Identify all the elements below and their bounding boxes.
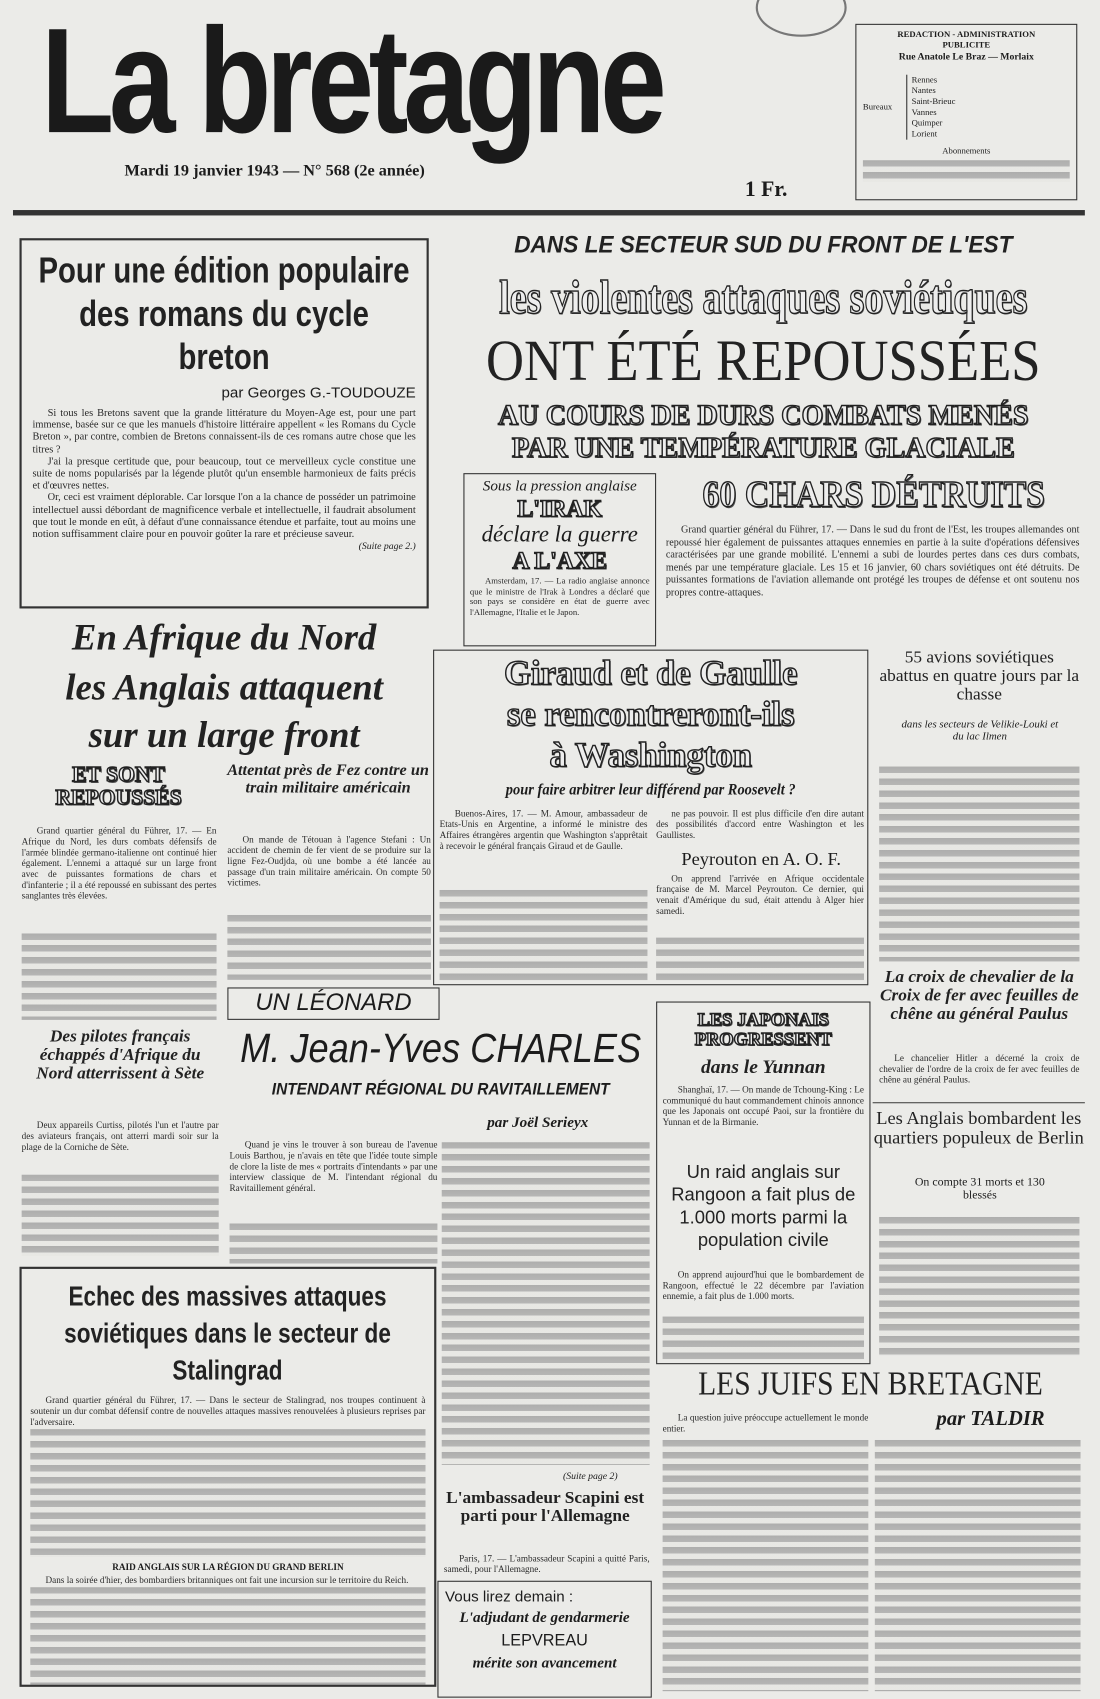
masthead-rule — [13, 210, 1085, 215]
headline: M. Jean-Yves CHARLES — [240, 1026, 642, 1072]
continued-note: (Suite page 2) — [563, 1470, 618, 1482]
paragraph: Amsterdam, 17. — La radio anglaise annonce que le ministre de l'Irak à Londres a déclaré que son pays se considère en état de guerre avec l'Allemagne, l'Italie et le Japon. — [469, 576, 650, 617]
byline: par Joël Serieyx — [487, 1115, 589, 1132]
info-abonnements: Abonnements — [942, 146, 991, 156]
headline: L'IRAK — [517, 494, 603, 522]
headline: 60 CHARS DÉTRUITS — [702, 475, 1045, 516]
text-block — [875, 1440, 1081, 1691]
text-block — [656, 938, 864, 981]
info-city: Lorient — [911, 128, 938, 139]
kicker: Sous la pression anglaise — [482, 478, 637, 495]
text-block — [230, 1223, 438, 1263]
info-address: Rue Anatole Le Braz — Morlaix — [898, 50, 1034, 62]
masthead-title: La bretagne — [41, 0, 662, 165]
teaser-title: LEPVREAU — [501, 1631, 588, 1651]
headline: 55 avions soviétiques abattus en quatre jours par la chasse — [879, 648, 1080, 704]
text-block — [440, 890, 648, 981]
byline: par Georges G.-TOUDOUZE — [221, 383, 416, 401]
info-subheading: PUBLICITE — [942, 40, 991, 50]
paragraph: Deux appareils Curtiss, pilotés l'un et l'autre par des aviateurs français, ont atterri mardi soir sur la plage de la Corniche de Sète. — [21, 1119, 219, 1152]
paragraph: J'ai la presque certitude que, pour beaucoup, tout ce merveilleux cycle constitue une suite de noms popularisés par la légende plutôt qu'un ensemble harmonieux de faits précis et d'œuvres nettes. — [32, 455, 416, 492]
kicker: DANS LE SECTEUR SUD DU FRONT DE L'EST — [514, 230, 1013, 258]
paragraph: Le chancelier Hitler a décerné la croix de chevalier de l'ordre de la croix de fer avec feuilles de chêne au général Paulus. — [879, 1052, 1080, 1085]
text-block — [227, 915, 431, 980]
info-city: Quimper — [911, 118, 943, 128]
info-city: Nantes — [911, 85, 936, 96]
headline: A L'AXE — [512, 546, 608, 574]
deck: pour faire arbitrer leur différend par Roosevelt ? — [505, 781, 796, 800]
headline: sur un large front — [88, 715, 360, 756]
paragraph: Or, ceci est vraiment déplorable. Car lorsque l'on a la chance de posséder un patrimoine intellectuel aussi débordant de magnificence verbale et intellectuelle, il faudrait absolument que tout le monde en eût, à défaut d'une connaissance étendue et parfaite, tout au moins une notion suffisamment claire pour en pouvoir goûter la rare et précieuse saveur. — [32, 492, 416, 541]
headline: L'ambassadeur Scapini est parti pour l'Allemagne — [446, 1488, 645, 1526]
paragraph: Dans la soirée d'hier, des bombardiers britanniques ont fait une incursion sur le territoire du Reich. — [45, 1574, 409, 1586]
text-block — [879, 1217, 1079, 1356]
text-block — [30, 1587, 425, 1684]
headline: Des pilotes français échappés d'Afrique du Nord atterrissent à Sète — [36, 1027, 205, 1083]
teaser-label: Vous lirez demain : — [444, 1587, 574, 1605]
info-city: Saint-Brieuc — [911, 96, 956, 107]
deck: PAR UNE TEMPÉRATURE GLACIALE — [511, 431, 1015, 464]
paragraph: Buenos-Aires, 17. — M. Amour, ambassadeur de Etats-Unis en Argentine, a informé le ministre des Affaires étrangères argentin que Washington s'apprêtait à recevoir le général français Giraud et de Gaulle. — [439, 807, 648, 852]
paragraph: On apprend l'arrivée en Afrique occidentale française de M. Marcel Peyrouton. Ce dernier, qui venait d'Amérique du sud, était attendu à Alger hier samedi. — [656, 872, 864, 916]
headline: Pour une édition populaire des romans du cycle breton — [38, 250, 410, 377]
text-block — [879, 767, 1079, 962]
deck: INTENDANT RÉGIONAL DU RAVITAILLEMENT — [271, 1080, 610, 1099]
paragraph: ne pas pouvoir. Il est plus difficile d'en dire autant des possibilités d'accord entre Washington et les Gaullistes. — [656, 807, 864, 841]
paragraph: Si tous les Bretons savent que la grande littérature du Moyen-Age est, pour une part immense, basée sur ce que les manuels d'histoire littéraire appellent « les Romans du Cycle Breton », par contre, combien de Bretons connaissent-ils de ces romans autre chose que les titres ? — [32, 407, 416, 456]
headline: les violentes attaques soviétiques — [499, 270, 1028, 324]
price: 1 Fr. — [744, 177, 788, 202]
text-block — [30, 1429, 425, 1557]
headline: Attentat près de Fez contre un train militaire américain — [227, 762, 429, 797]
subheadline: ET SONT REPOUSSÉS — [55, 763, 182, 810]
byline: par TALDIR — [936, 1407, 1045, 1431]
paragraph: Shanghaï, 17. — On mande de Tchoung-King : Le communiqué du haut commandement chinois annonce que les Japonais ont occupé Paoi, sur la frontière du Yunnan et de la Birmanie. — [662, 1083, 864, 1128]
headline: dans le Yunnan — [701, 1055, 826, 1078]
paragraph: Grand quartier général du Führer, 17. — Dans le secteur de Stalingrad, nos troupes continuent à soutenir un dur combat défensif contre de nouvelles attaques massives renouvelées à plusieurs reprises par l'adversaire. — [30, 1394, 426, 1427]
paragraph: La question juive préoccupe actuellement le monde entier. — [662, 1411, 869, 1434]
deck: AU COURS DE DURS COMBATS MENÉS — [498, 399, 1029, 431]
info-city: Rennes — [911, 74, 938, 85]
headline: déclare la guerre — [481, 520, 638, 547]
continued-note: (Suite page 2.) — [358, 540, 416, 552]
headline: à Washington — [549, 735, 752, 775]
teaser-title: L'adjudant de gendarmerie — [459, 1609, 630, 1627]
headline: La croix de chevalier de la Croix de fer avec feuilles de chêne au général Paulus — [879, 967, 1079, 1023]
headline: En Afrique du Nord — [71, 618, 377, 659]
deck: dans les secteurs de Velikie-Louki et du lac Ilmen — [901, 718, 1059, 743]
text-block — [442, 1142, 650, 1465]
teaser-box — [437, 1581, 651, 1698]
headline: LES JUIFS EN BRETAGNE — [698, 1364, 1043, 1403]
info-heading: REDACTION - ADMINISTRATION — [897, 29, 1036, 39]
headline: Les Anglais bombardent les quartiers populeux de Berlin — [873, 1107, 1084, 1148]
divider — [873, 1102, 1085, 1103]
headline: Giraud et de Gaulle — [503, 652, 798, 692]
headline: ONT ÉTÉ REPOUSSÉES — [486, 328, 1041, 394]
text-block — [22, 1175, 219, 1256]
paragraph: Paris, 17. — L'ambassadeur Scapini a quitté Paris, samedi, pour l'Allemagne. — [443, 1552, 650, 1575]
paragraph: On apprend aujourd'hui que le bombardement de Rangoon, effectué le 22 décembre par l'aviation ennemie, a fait plus de 1.000 morts. — [662, 1268, 864, 1302]
article-edition-populaire — [19, 238, 428, 608]
headline: LES JAPONAIS PROGRESSENT — [694, 1009, 832, 1049]
text-block — [663, 1440, 869, 1691]
date-line: Mardi 19 janvier 1943 — N° 568 (2e année) — [124, 162, 425, 180]
info-bureaux-label: Bureaux — [862, 101, 893, 112]
info-box — [855, 24, 1077, 200]
paragraph: Quand je vins le trouver à son bureau de l'avenue Louis Barthou, je n'avais en tête que l'idée toute simple de clore la liste de mes « portraits d'intendants » par une interview classique de M. l'intendant régional du Ravitaillement général. — [229, 1139, 438, 1194]
text-block — [663, 1317, 864, 1360]
deck: On compte 31 morts et 130 blessés — [914, 1175, 1045, 1202]
headline: Un raid anglais sur Rangoon a fait plus de 1.000 morts parmi la population civile — [671, 1161, 856, 1251]
stamp-seal — [756, 0, 847, 37]
headline: se rencontreront-ils — [506, 694, 795, 733]
kicker: UN LÉONARD — [255, 988, 412, 1016]
subheadline: Peyrouton en A. O. F. — [681, 848, 841, 870]
text-block — [22, 933, 217, 1020]
headline: les Anglais attaquent — [65, 668, 383, 709]
paragraph: Grand quartier général du Führer, 17. — Dans le sud du front de l'Est, les troupes allemandes ont repoussé hier également de puissantes attaques ennemies en partie à la suite d'opérations défensives caractérisées par une grande mobilité. L'ennemi a subi de lourdes pertes dans ces durs combats, menés par une température glaciale. Les 15 et 16 janvier, 60 chars soviétiques ont été détruits. De puissantes formations de l'aviation allemande ont protégé les troupes de défense et ont soutenu nos propres contre-attaques. — [665, 525, 1080, 599]
teaser-title: mérite son avancement — [472, 1655, 617, 1672]
paragraph: Grand quartier général du Führer, 17. — En Afrique du Nord, les durs combats défensifs de l'armée blindée germano-italienne ont continué hier également. L'ennemi a attaqué sur un large front avec de puissantes formations de chars et d'infanterie ; il a été repoussé en subissant des pertes sanglantes très élevées. — [21, 825, 217, 901]
headline: Echec des massives attaques soviétiques dans le secteur de Stalingrad — [64, 1279, 392, 1386]
paragraph: On mande de Tétouan à l'agence Stefani : Un accident de chemin de fer vient de se produire sur la ligne Fez-Oudjda, où une bombe a été lancée au passage d'un train militaire américain. On compte 50 victimes. — [227, 833, 431, 888]
subheadline: RAID ANGLAIS SUR LA RÉGION DU GRAND BERLIN — [112, 1561, 344, 1573]
info-city: Vannes — [911, 107, 937, 117]
info-rates — [863, 160, 1070, 182]
article-stalingrad — [19, 1267, 436, 1687]
article-irak — [463, 473, 656, 646]
